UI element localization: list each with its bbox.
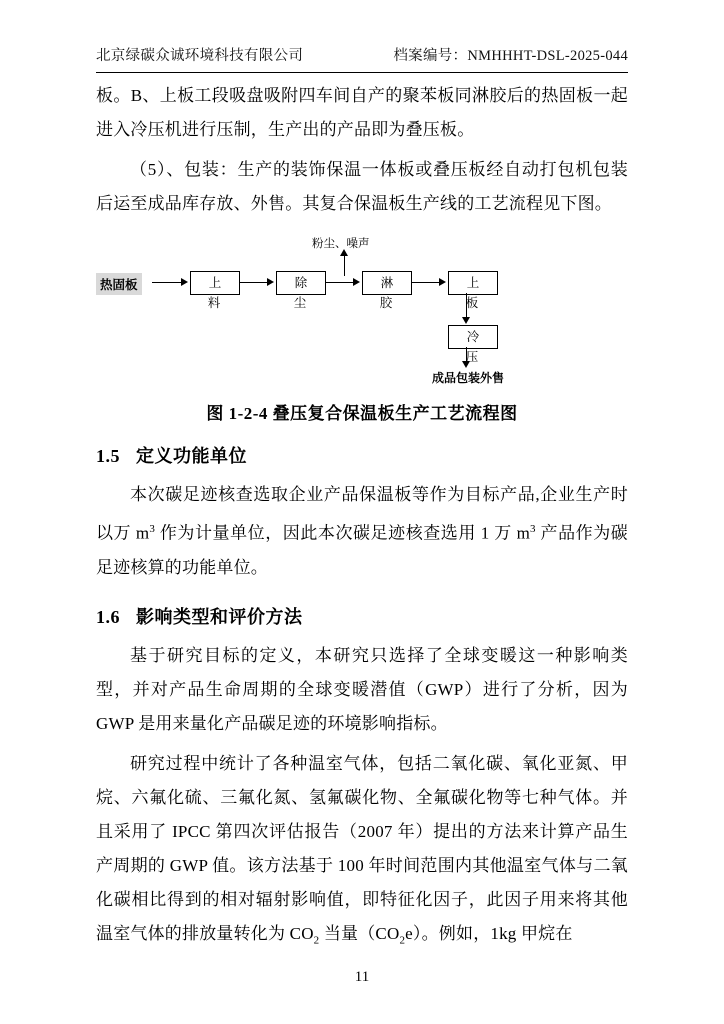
diagram-arrow-right-icon-2 xyxy=(267,278,274,286)
document-header xyxy=(96,44,628,70)
para3-part-a: 本次碳足迹核查选取企业产品保温板等作为目标产品,企业生产时以万 m xyxy=(96,485,628,543)
paragraph-ghg-list xyxy=(96,747,628,957)
diagram-start-label: 热固板 xyxy=(96,273,142,295)
section-number-1-6: 1.6 xyxy=(96,606,120,627)
para3-sup-1: 3 xyxy=(149,523,156,535)
diagram-line-2 xyxy=(240,282,268,283)
process-flow-diagram xyxy=(96,235,628,385)
paragraph-impact-type: 基于研究目标的定义，本研究只选择了全球变暖这一种影响类型，并对产品生命周期的全球变暖潜值（GWP）进行了分析，因为 GWP 是用来量化产品碳足迹的环境影响指标。 xyxy=(96,645,628,733)
para5-sub-1: 2 xyxy=(313,934,320,947)
header-archive xyxy=(393,44,628,65)
diagram-box-linjiao: 淋 胶 xyxy=(362,271,412,295)
section-title-1-6: 影响类型和评价方法 xyxy=(136,606,303,627)
header-divider xyxy=(96,72,628,73)
figure-caption: 图 1-2-4 叠压复合保温板生产工艺流程图 xyxy=(206,404,518,423)
diagram-line-5 xyxy=(466,293,467,319)
section-number-1-5: 1.5 xyxy=(96,446,120,466)
page-number: 11 xyxy=(354,969,370,985)
diagram-box-shangliao: 上 料 xyxy=(190,271,240,295)
diagram-emission-label: 粉尘、噪声 xyxy=(312,238,370,250)
header-archive-number: NMHHHT-DSL-2025-044 xyxy=(467,48,628,64)
page-content xyxy=(96,44,628,957)
para3-part-b: 作为计量单位，因此本次碳足迹核查选用 1 万 m xyxy=(155,523,531,543)
diagram-arrow-right-icon-1 xyxy=(181,278,188,286)
section-heading-1-5 xyxy=(96,440,628,472)
diagram-arrow-right-icon-3 xyxy=(353,278,360,286)
paragraph-continued: 板。B、上板工段吸盘吸附四车间自产的聚苯板同淋胶后的热固板一起进入冷压机进行压制，生产出的产品即为叠压板。 xyxy=(96,86,628,139)
paragraph-packaging: （5）、包装：生产的装饰保温一体板或叠压板经自动打包机包装后运至成品库存放、外售。其复合保温板生产线的工艺流程见下图。 xyxy=(96,160,628,213)
para3-part-c: 产品作为碳足迹核算的功能单位。 xyxy=(96,523,628,577)
diagram-box-chuchen: 除 尘 xyxy=(276,271,326,295)
section-heading-1-6 xyxy=(96,601,628,633)
diagram-end-label: 成品包装外售 xyxy=(432,371,505,385)
diagram-line-4 xyxy=(412,282,440,283)
para5-part-a: 研究过程中统计了各种温室气体，包括二氧化碳、氧化亚氮、甲烷、六氟化硫、三氟化氮、氢氟碳化物、全氟碳化物等七种气体。并且采用了 IPCC 第四次评估报告（2007 年）提出的方法来计算产品生产周期的 GWP 值。该方法基于 100 年时间范围内其他温室气体与二氧化碳相比得到的相对辐射影响值，即特征化因子，此因子用来将其他温室气体的排放量转化为 CO xyxy=(96,753,628,943)
para3-sup-2: 3 xyxy=(530,523,536,535)
diagram-line-1 xyxy=(152,282,182,283)
para5-sub-2: 2 xyxy=(399,934,406,947)
para5-part-c: e）。例如，1kg 甲烷在 xyxy=(405,923,573,943)
diagram-arrow-right-icon-4 xyxy=(439,278,446,286)
para5-part-b: 当量（CO xyxy=(319,923,400,943)
section-title-1-5: 定义功能单位 xyxy=(136,446,247,466)
diagram-arrow-up-icon xyxy=(340,249,348,256)
diagram-arrow-down-icon-2 xyxy=(462,361,470,368)
diagram-box-shangban: 上 板 xyxy=(448,271,498,295)
header-company-name: 北京绿碳众诚环境科技有限公司 xyxy=(96,48,304,64)
paragraph-functional-unit xyxy=(96,478,628,585)
diagram-arrow-down-icon-1 xyxy=(462,317,470,324)
header-archive-label: 档案编号： xyxy=(393,48,468,64)
diagram-line-3 xyxy=(326,282,354,283)
diagram-box-lengya: 冷 压 xyxy=(448,325,498,349)
